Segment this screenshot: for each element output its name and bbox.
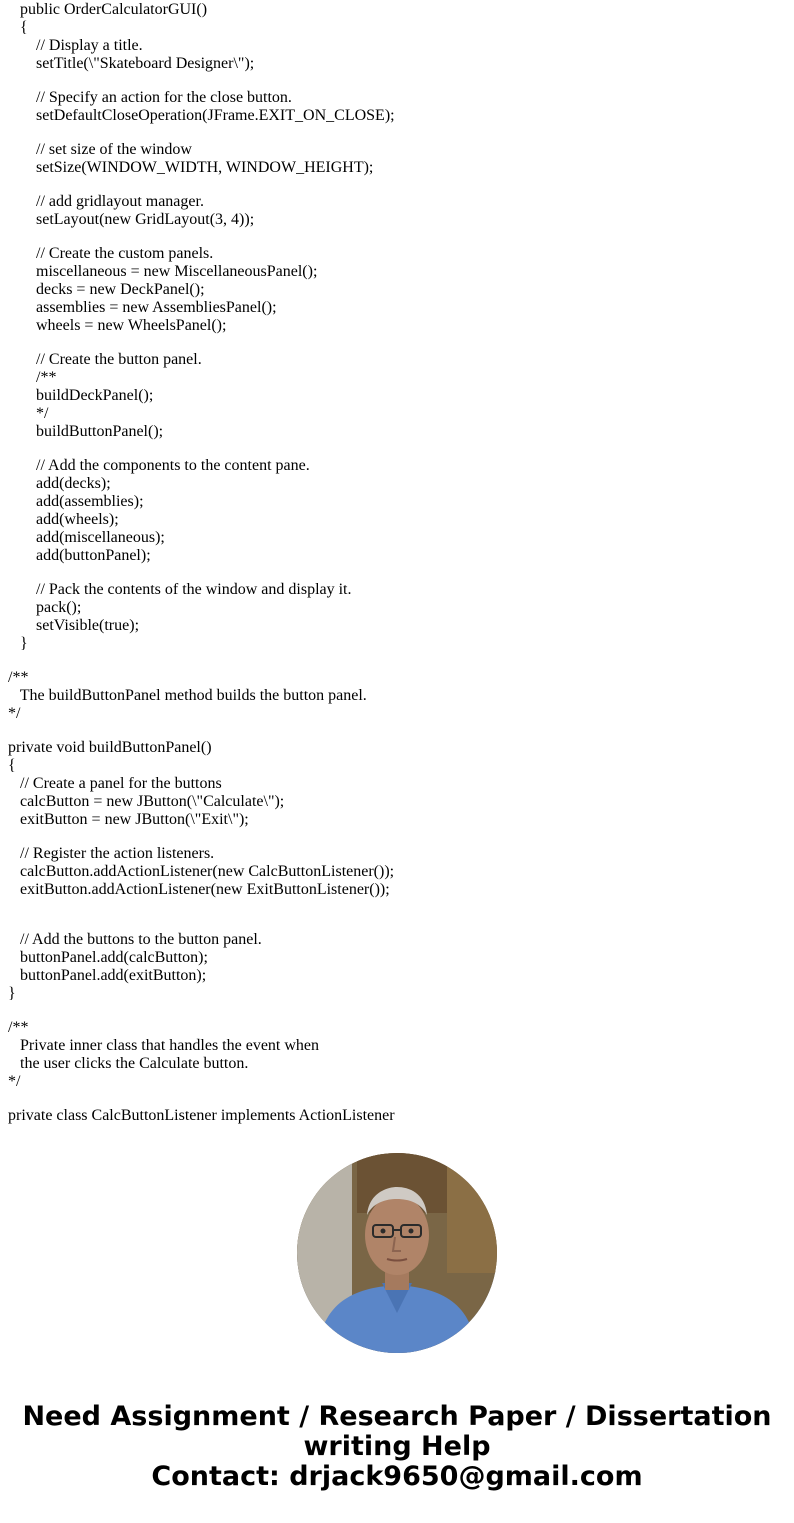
code-line: exitButton.addActionListener(new ExitButtonListener()); (8, 881, 390, 898)
code-line (8, 335, 395, 351)
code-line: // Register the action listeners. (8, 845, 215, 862)
contact-footer (0, 1402, 794, 1492)
code-line: buttonPanel.add(exitButton); (8, 967, 207, 984)
code-line: miscellaneous = new MiscellaneousPanel(); (8, 263, 318, 280)
code-line: buttonPanel.add(calcButton); (8, 949, 208, 966)
code-line: calcButton.addActionListener(new CalcButtonListener()); (8, 863, 395, 880)
code-line: pack(); (8, 599, 82, 616)
code-line: add(wheels); (8, 511, 119, 528)
code-line: setTitle(\"Skateboard Designer\"); (8, 55, 255, 72)
person-photo-icon (297, 1153, 497, 1353)
code-line: setSize(WINDOW_WIDTH, WINDOW_HEIGHT); (8, 159, 374, 176)
code-line: { (8, 757, 16, 774)
code-line (8, 915, 395, 931)
code-line: decks = new DeckPanel(); (8, 281, 205, 298)
code-line: /** (8, 369, 57, 386)
code-line (8, 723, 395, 739)
code-line (8, 441, 395, 457)
code-line: setLayout(new GridLayout(3, 4)); (8, 211, 255, 228)
code-line: add(assemblies); (8, 493, 144, 510)
code-line (8, 177, 395, 193)
code-line (8, 125, 395, 141)
code-line: The buildButtonPanel method builds the button panel. (8, 687, 367, 704)
code-line (8, 1091, 395, 1107)
code-line: // Add the buttons to the button panel. (8, 931, 262, 948)
code-listing (0, 1, 395, 1124)
code-line: // Specify an action for the close button. (8, 89, 292, 106)
code-line: // add gridlayout manager. (8, 193, 204, 210)
code-line: add(buttonPanel); (8, 547, 151, 564)
footer-contact-email: Contact: drjack9650@gmail.com (151, 1461, 643, 1492)
code-line: // Create a panel for the buttons (8, 775, 222, 792)
code-line: // Pack the contents of the window and display it. (8, 581, 352, 598)
code-line (8, 829, 395, 845)
code-line: setDefaultCloseOperation(JFrame.EXIT_ON_CLOSE); (8, 107, 395, 124)
code-line: } (8, 985, 16, 1002)
code-line: setVisible(true); (8, 617, 140, 634)
footer-subheadline: writing Help (303, 1431, 491, 1462)
code-line: calcButton = new JButton(\"Calculate\"); (8, 793, 285, 810)
code-line: exitButton = new JButton(\"Exit\"); (8, 811, 249, 828)
code-line: private void buildButtonPanel() (8, 739, 212, 756)
code-line: add(decks); (8, 475, 111, 492)
code-line: /** (8, 669, 29, 686)
code-line: */ (8, 405, 49, 422)
code-line: // Create the custom panels. (8, 245, 214, 262)
code-line (8, 1003, 395, 1019)
code-line: */ (8, 1073, 21, 1090)
code-line: buildDeckPanel(); (8, 387, 154, 404)
code-line: private class CalcButtonListener implements ActionListener (8, 1107, 395, 1124)
code-line: buildButtonPanel(); (8, 423, 164, 440)
code-line: Private inner class that handles the event when (8, 1037, 320, 1054)
code-line (8, 73, 395, 89)
code-line: // Display a title. (8, 37, 143, 54)
code-line (8, 899, 395, 915)
code-line: add(miscellaneous); (8, 529, 165, 546)
code-line: public OrderCalculatorGUI() (8, 1, 208, 18)
code-line: the user clicks the Calculate button. (8, 1055, 249, 1072)
code-line: /** (8, 1019, 29, 1036)
code-line: assemblies = new AssembliesPanel(); (8, 299, 277, 316)
code-line (8, 653, 395, 669)
footer-headline: Need Assignment / Research Paper / Dissertation (22, 1401, 772, 1432)
code-line: // set size of the window (8, 141, 192, 158)
code-line: wheels = new WheelsPanel(); (8, 317, 227, 334)
code-line: { (8, 19, 28, 36)
code-line: } (8, 635, 28, 652)
code-line (8, 229, 395, 245)
code-line: */ (8, 705, 21, 722)
author-avatar (297, 1153, 497, 1353)
code-line: // Create the button panel. (8, 351, 202, 368)
code-line (8, 565, 395, 581)
code-line: // Add the components to the content pane. (8, 457, 310, 474)
